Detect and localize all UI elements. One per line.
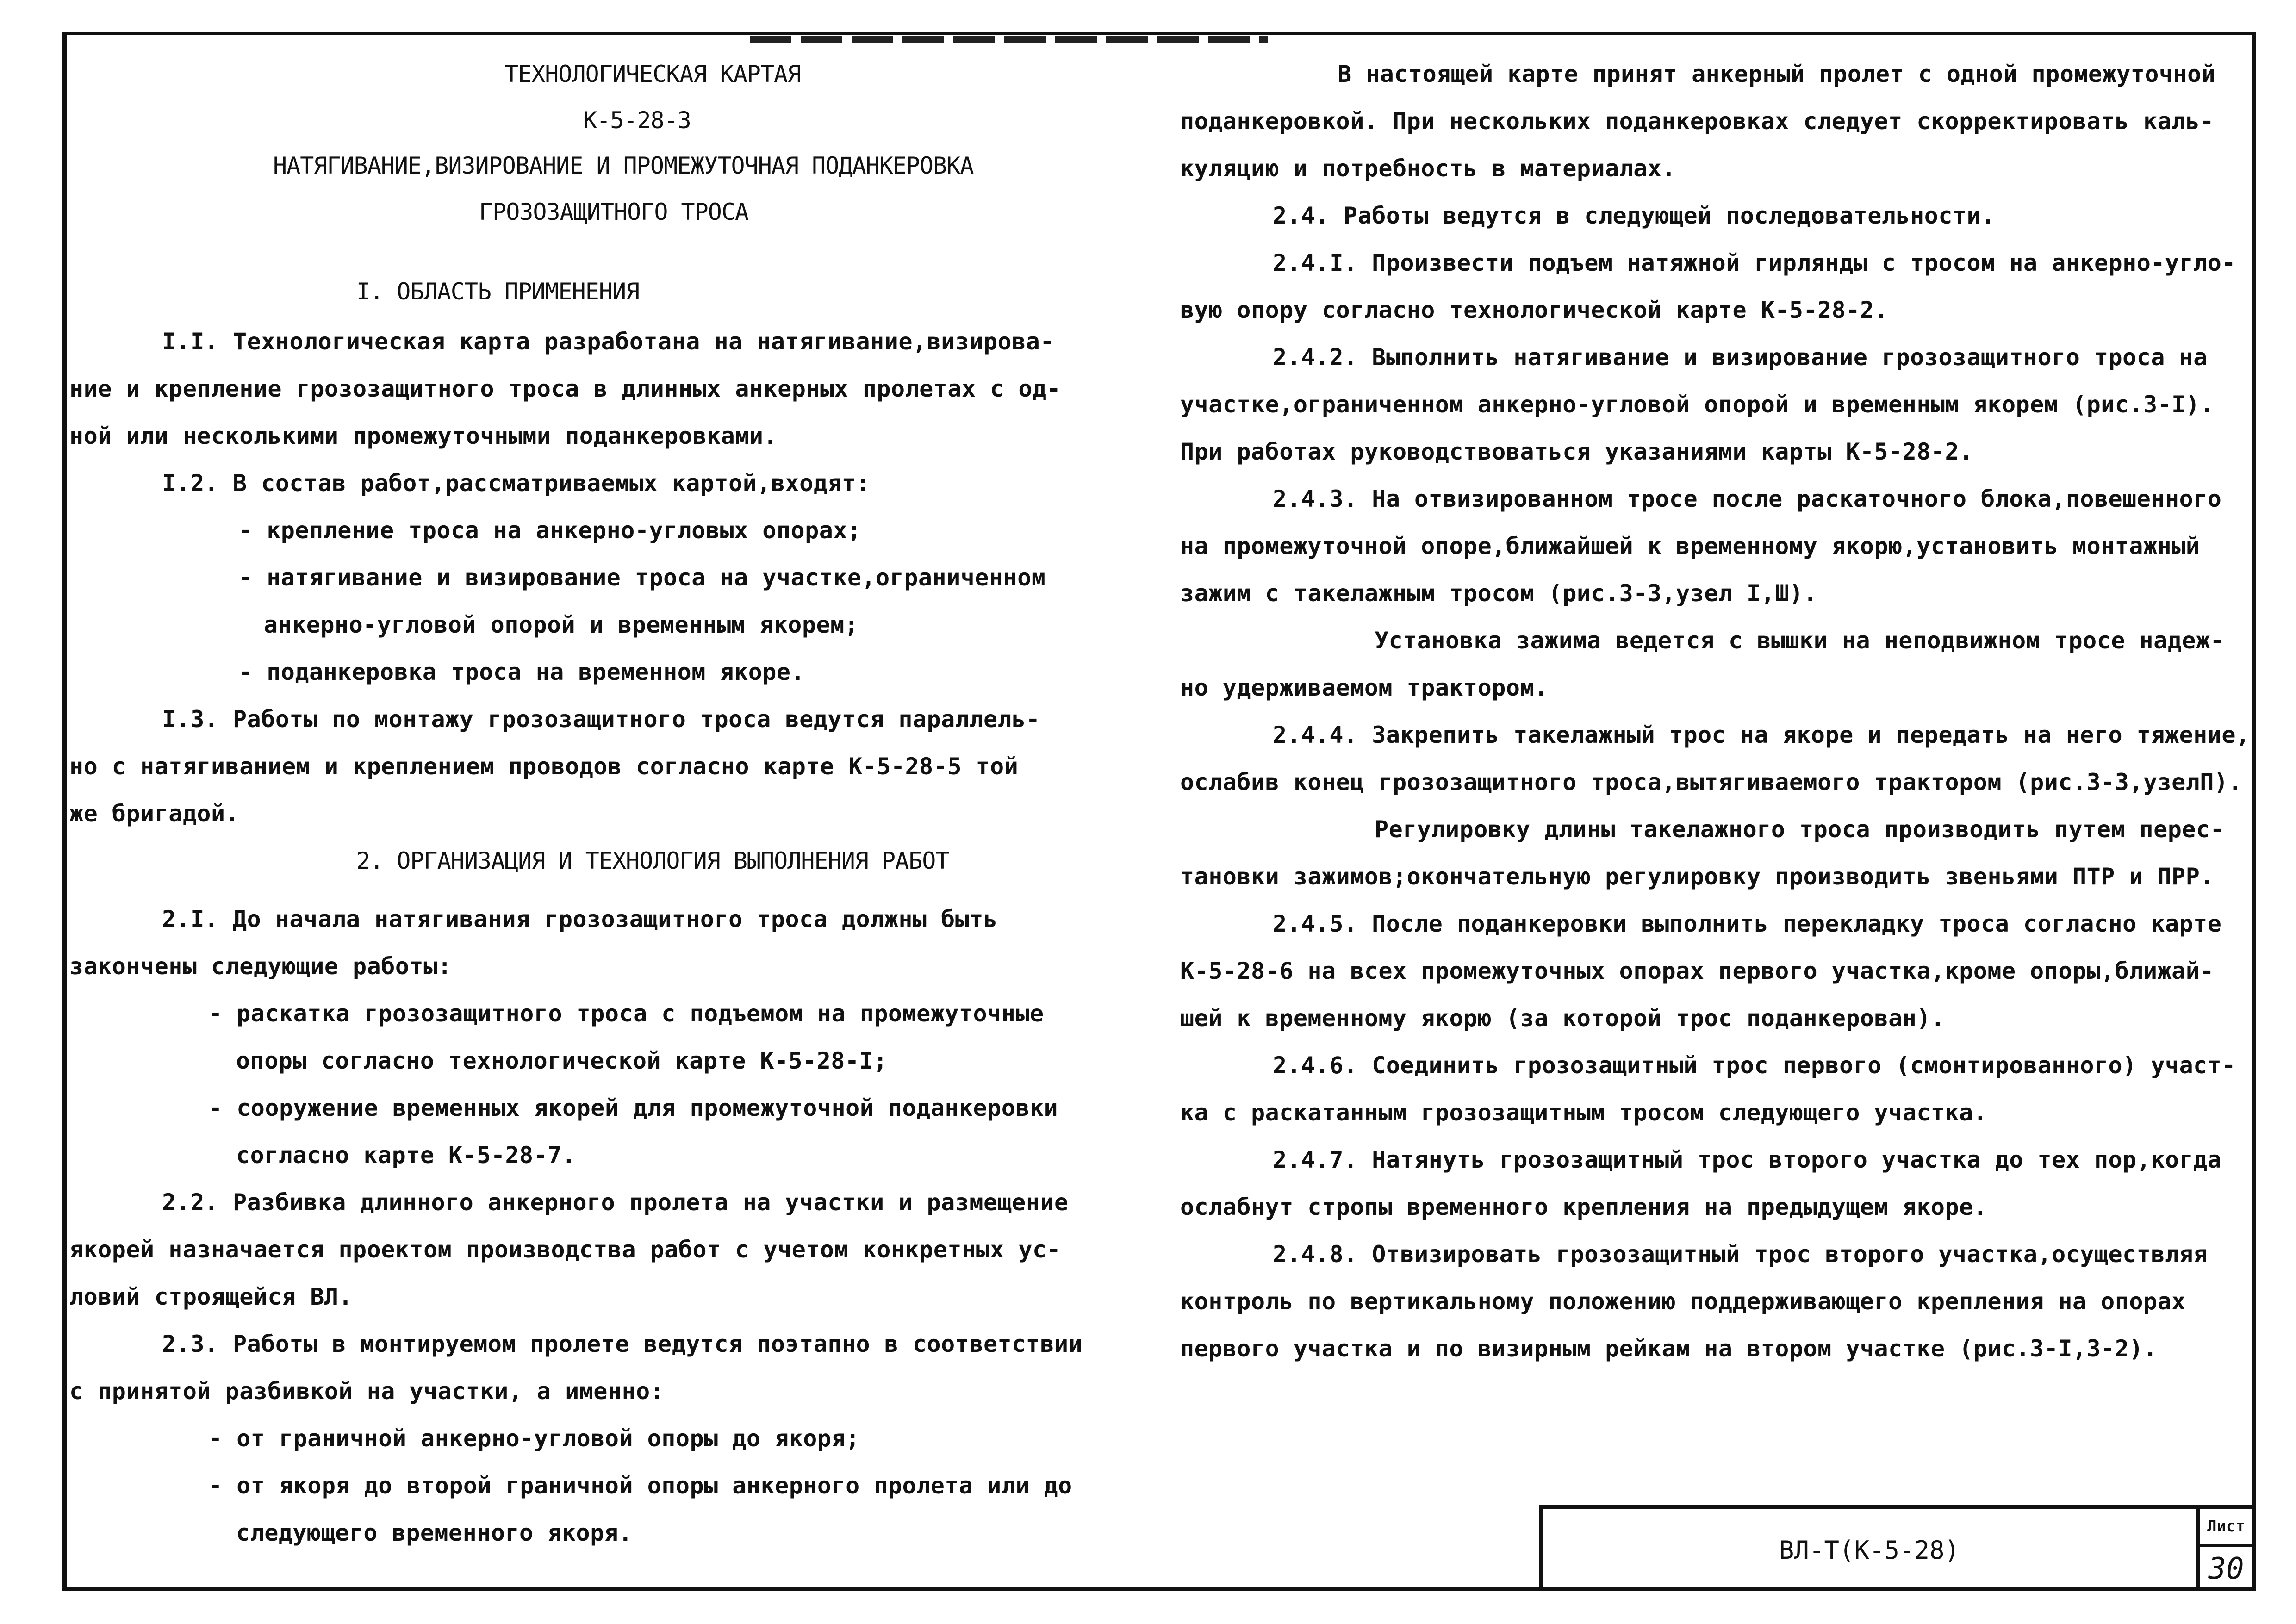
list-item: - раскатка грозозащитного троса с подъемом на промежуточные (208, 1000, 1044, 1027)
paragraph-line: ние и крепление грозозащитного троса в длинных анкерных пролетах с од- (69, 375, 1061, 402)
paragraph-line: Регулировку длины такелажного троса производить путем перес- (1375, 816, 2225, 843)
paragraph-line: же бригадой. (69, 800, 240, 827)
paragraph-line: ка с раскатанным грозозащитным тросом следующего участка. (1180, 1099, 1988, 1126)
paragraph-line: 2.4. Работы ведутся в следующей последовательности. (1273, 202, 1995, 229)
paragraph-line: вую опору согласно технологической карте К-5-28-2. (1180, 297, 1889, 324)
paragraph-line: 2.I. До начала натягивания грозозащитного троса должны быть (162, 906, 998, 933)
sheet-label: Лист (2196, 1509, 2256, 1547)
paragraph-line: но удерживаемом трактором. (1180, 674, 1549, 701)
paragraph-line: 2.4.3. На отвизированном тросе после раскаточного блока,повешенного (1273, 485, 2222, 512)
paragraph-line: тановки зажимов;окончательную регулировку производить звеньями ПТР и ПРР. (1180, 863, 2214, 890)
paragraph-line: шей к временному якорю (за которой трос поданкерован). (1180, 1005, 1945, 1032)
paragraph-line: Установка зажима ведется с вышки на неподвижном тросе надеж- (1375, 627, 2225, 654)
paragraph-line: 2.4.6. Соединить грозозащитный трос первого (смонтированного) участ- (1273, 1052, 2236, 1079)
list-item-continued: согласно карте К-5-28-7. (236, 1142, 576, 1169)
section-heading: I. ОБЛАСТЬ ПРИМЕНЕНИЯ (356, 278, 640, 305)
list-item-continued: следующего временного якоря. (236, 1519, 633, 1546)
paragraph-line: I.2. В состав работ,рассматриваемых картой,входят: (162, 470, 871, 497)
paragraph-line: 2.4.2. Выполнить натягивание и визирование грозозащитного троса на (1273, 344, 2208, 371)
paragraph-line: на промежуточной опоре,ближайшей к временному якорю,установить монтажный (1180, 533, 2200, 560)
list-item-continued: опоры согласно технологической карте К-5-28-I; (236, 1047, 888, 1074)
paragraph-line: куляцию и потребность в материалах. (1180, 155, 1676, 182)
paragraph-line: 2.2. Разбивка длинного анкерного пролета на участки и размещение (162, 1189, 1069, 1216)
paragraph-line: поданкеровкой. При нескольких поданкеровках следует скорректировать каль- (1180, 108, 2214, 135)
paragraph-line: закончены следующие работы: (69, 953, 452, 980)
list-item: - поданкеровка троса на временном якоре. (238, 659, 805, 685)
card-subtitle: НАТЯГИВАНИЕ,ВИЗИРОВАНИЕ И ПРОМЕЖУТОЧНАЯ ПОДАНКЕРОВКА (273, 152, 974, 179)
list-item: - крепление троса на анкерно-угловых опорах; (238, 517, 862, 544)
paragraph-line: первого участка и по визирным рейкам на втором участке (рис.3-I,3-2). (1180, 1335, 2158, 1362)
list-item-continued: анкерно-угловой опорой и временным якорем; (264, 611, 859, 638)
paragraph-line: ной или несколькими промежуточными поданкеровками. (69, 423, 778, 449)
top-edge-mark (750, 36, 1268, 43)
card-code: К-5-28-3 (583, 107, 691, 134)
paragraph-line: К-5-28-6 на всех промежуточных опорах первого участка,кроме опоры,ближай- (1180, 958, 2214, 984)
list-item: - от граничной анкерно-угловой опоры до якоря; (208, 1425, 860, 1452)
paragraph-line: 2.3. Работы в монтируемом пролете ведутся поэтапно в соответствии (162, 1331, 1083, 1357)
paragraph-line: ослабив конец грозозащитного троса,вытягиваемого трактором (рис.3-3,узелП). (1180, 769, 2243, 796)
paragraph-line: I.3. Работы по монтажу грозозащитного троса ведутся параллель- (162, 706, 1040, 733)
paragraph-line: 2.4.I. Произвести подъем натяжной гирлянды с тросом на анкерно-угло- (1273, 249, 2236, 276)
paragraph-line: с принятой разбивкой на участки, а именно: (69, 1378, 665, 1405)
card-title: ТЕХНОЛОГИЧЕСКАЯ КАРТАЯ (504, 61, 801, 87)
sheet-number: 30 (2208, 1552, 2244, 1586)
document-code: ВЛ-Т(К-5-28) (1543, 1509, 2200, 1591)
paragraph-line: 2.4.7. Натянуть грозозащитный трос второго участка до тех пор,когда (1273, 1146, 2222, 1173)
paragraph-line: якорей назначается проектом производства работ с учетом конкретных ус- (69, 1236, 1061, 1263)
title-block (1539, 1505, 2256, 1591)
list-item: - от якоря до второй граничной опоры анкерного пролета или до (208, 1472, 1072, 1499)
paragraph-line: ослабнут стропы временного крепления на предыдущем якоре. (1180, 1194, 1988, 1220)
paragraph-line: ловий строящейся ВЛ. (69, 1283, 353, 1310)
paragraph-line: При работах руководствоваться указаниями карты К-5-28-2. (1180, 438, 1973, 465)
card-subtitle-2: ГРОЗОЗАЩИТНОГО ТРОСА (479, 199, 749, 225)
section-heading: 2. ОРГАНИЗАЦИЯ И ТЕХНОЛОГИЯ ВЫПОЛНЕНИЯ РАБОТ (356, 847, 949, 874)
list-item: - сооружение временных якорей для промежуточной поданкеровки (208, 1095, 1058, 1121)
list-item: - натягивание и визирование троса на участке,ограниченном (238, 564, 1046, 591)
paragraph-line: I.I. Технологическая карта разработана на натягивание,визирова- (162, 328, 1054, 355)
paragraph-line: зажим с такелажным тросом (рис.3-3,узел I,Ш). (1180, 580, 1818, 607)
paragraph-line: участке,ограниченном анкерно-угловой опорой и временным якорем (рис.3-I). (1180, 391, 2214, 418)
paragraph-line: 2.4.4. Закрепить такелажный трос на якоре и передать на него тяжение, (1273, 722, 2250, 748)
paragraph-line: 2.4.5. После поданкеровки выполнить перекладку троса согласно карте (1273, 910, 2222, 937)
paragraph-line: контроль по вертикальному положению поддерживающего крепления на опорах (1180, 1288, 2186, 1315)
paragraph-line: но с натягиванием и креплением проводов согласно карте К-5-28-5 той (69, 753, 1019, 780)
paragraph-line: 2.4.8. Отвизировать грозозащитный трос второго участка,осуществляя (1273, 1241, 2208, 1268)
paragraph-line: В настоящей карте принят анкерный пролет с одной промежуточной (1338, 61, 2216, 87)
